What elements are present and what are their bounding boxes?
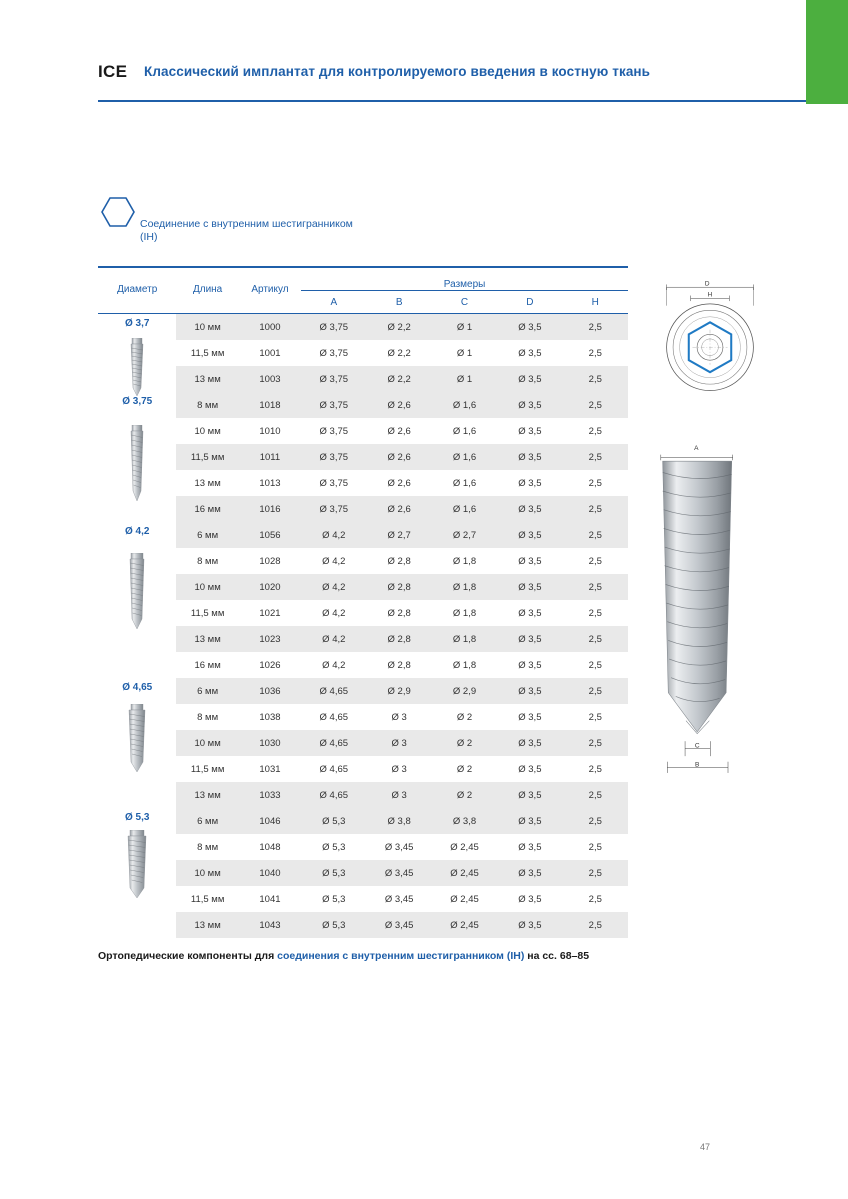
table-row — [98, 860, 628, 886]
cell-h: 2,5 — [563, 808, 628, 834]
table-body — [98, 314, 628, 939]
cell-c: Ø 1,6 — [452, 477, 477, 489]
cell-article: 1031 — [259, 763, 281, 775]
cell-c: Ø 1 — [432, 314, 497, 341]
cell-length: 10 мм — [176, 730, 238, 756]
table-row — [98, 470, 628, 496]
cell-b: Ø 3 — [391, 711, 407, 723]
cell-d: Ø 3,5 — [518, 477, 542, 489]
cell-length: 10 мм — [194, 425, 221, 437]
th-length: Длина — [192, 284, 223, 295]
top-view-diagram — [650, 278, 770, 398]
table-row — [98, 418, 628, 444]
cell-c: Ø 1,6 — [432, 392, 497, 418]
implant-image-3-7 — [120, 338, 154, 400]
cell-a: Ø 4,2 — [301, 574, 366, 600]
th-dim-b: B — [395, 296, 403, 308]
table-row — [98, 886, 628, 912]
cell-c: Ø 1,8 — [432, 626, 497, 652]
cell-article: 1003 — [239, 366, 301, 392]
cell-b: Ø 2,7 — [366, 522, 431, 548]
cell-h: 2,5 — [588, 347, 602, 359]
cell-b: Ø 2,6 — [366, 444, 431, 470]
cell-b: Ø 2,2 — [366, 366, 431, 392]
connection-label: Соединение с внутренним шестигранником (IH) — [140, 218, 353, 243]
cell-length: 11,5 мм — [190, 607, 225, 619]
cell-c: Ø 2 — [456, 711, 473, 723]
th-dimensions-group: Размеры — [301, 266, 628, 291]
table-row — [98, 340, 628, 366]
cell-article: 1020 — [239, 574, 301, 600]
cell-d: Ø 3,5 — [518, 841, 542, 853]
header-subtitle: Классический имплантат для контролируемого введения в костную ткань — [144, 64, 651, 79]
cell-c: Ø 1,6 — [432, 496, 497, 522]
cell-h: 2,5 — [563, 678, 628, 704]
cell-h: 2,5 — [588, 893, 602, 905]
label-a: A — [694, 445, 699, 452]
header-divider — [98, 100, 806, 102]
cell-d: Ø 3,5 — [497, 808, 562, 834]
cell-b: Ø 2,6 — [387, 425, 411, 437]
page-number: 47 — [700, 1142, 711, 1152]
table-row — [98, 600, 628, 626]
table-row — [98, 756, 628, 782]
cell-a: Ø 3,75 — [319, 347, 349, 359]
table-row — [98, 366, 628, 392]
brand-title: ICE — [98, 62, 128, 81]
cell-article: 1030 — [239, 730, 301, 756]
cell-article: 1011 — [239, 444, 301, 470]
cell-article: 1021 — [259, 607, 281, 619]
cell-length: 8 мм — [176, 392, 238, 418]
table-row — [98, 522, 628, 548]
cell-a: Ø 3,75 — [301, 444, 366, 470]
cell-article: 1033 — [239, 782, 301, 808]
cell-article: 1028 — [259, 555, 281, 567]
cell-h: 2,5 — [563, 626, 628, 652]
cell-a: Ø 3,75 — [301, 496, 366, 522]
cell-c: Ø 2 — [432, 782, 497, 808]
cell-h: 2,5 — [563, 366, 628, 392]
cell-c: Ø 1 — [456, 347, 473, 359]
page-header — [0, 0, 848, 104]
cell-length: 6 мм — [176, 522, 238, 548]
cell-article: 1023 — [239, 626, 301, 652]
cell-b: Ø 2,8 — [387, 555, 411, 567]
cell-article: 1041 — [259, 893, 281, 905]
cell-a: Ø 3,75 — [319, 477, 349, 489]
cell-a: Ø 3,75 — [301, 366, 366, 392]
cell-h: 2,5 — [563, 574, 628, 600]
cell-length: 13 мм — [176, 782, 238, 808]
cell-length: 10 мм — [176, 314, 238, 341]
cell-length: 10 мм — [176, 860, 238, 886]
implant-image-4-65 — [120, 704, 154, 776]
table-row — [98, 652, 628, 678]
cell-c: Ø 1,8 — [452, 659, 477, 671]
cell-a: Ø 3,75 — [319, 425, 349, 437]
cell-h: 2,5 — [563, 314, 628, 341]
cell-length: 11,5 мм — [190, 763, 225, 775]
footer-note — [98, 950, 589, 962]
cell-h: 2,5 — [563, 782, 628, 808]
cell-b: Ø 3,8 — [366, 808, 431, 834]
cell-article: 1026 — [259, 659, 281, 671]
table-head — [98, 266, 628, 314]
cell-d: Ø 3,5 — [497, 496, 562, 522]
cell-article: 1036 — [239, 678, 301, 704]
cell-a: Ø 5,3 — [301, 808, 366, 834]
cell-length: 11,5 мм — [190, 347, 225, 359]
implant-image-3-75 — [120, 425, 154, 505]
cell-length: 13 мм — [176, 366, 238, 392]
side-view-diagram — [644, 428, 784, 808]
table-row — [98, 392, 628, 418]
cell-h: 2,5 — [563, 860, 628, 886]
cell-length: 8 мм — [197, 555, 219, 567]
footer-link[interactable]: соединения с внутренним шестигранником (IH) — [277, 950, 525, 962]
cell-a: Ø 3,75 — [301, 314, 366, 341]
cell-a: Ø 4,65 — [301, 782, 366, 808]
cell-c: Ø 3,8 — [432, 808, 497, 834]
table-row — [98, 496, 628, 522]
cell-c: Ø 2,45 — [450, 841, 479, 853]
cell-article: 1048 — [259, 841, 281, 853]
cell-h: 2,5 — [588, 711, 602, 723]
cell-b: Ø 2,8 — [387, 659, 411, 671]
table-row — [98, 314, 628, 341]
cell-b: Ø 3,45 — [366, 912, 431, 938]
cell-c: Ø 2 — [456, 763, 473, 775]
diameter-label: Ø 3,75 — [98, 392, 176, 522]
cell-h: 2,5 — [563, 444, 628, 470]
cell-d: Ø 3,5 — [497, 626, 562, 652]
cell-b: Ø 3 — [391, 763, 407, 775]
cell-d: Ø 3,5 — [497, 392, 562, 418]
implant-image-4-2 — [120, 553, 154, 633]
cell-a: Ø 4,65 — [319, 763, 349, 775]
footer-text-after: на сс. 68–85 — [524, 950, 590, 962]
cell-h: 2,5 — [563, 496, 628, 522]
cell-d: Ø 3,5 — [518, 347, 542, 359]
spec-table-wrap — [98, 266, 628, 938]
cell-c: Ø 1,8 — [452, 555, 477, 567]
cell-b: Ø 3,45 — [366, 860, 431, 886]
cell-length: 13 мм — [194, 477, 221, 489]
cell-a: Ø 4,2 — [301, 522, 366, 548]
cell-d: Ø 3,5 — [497, 574, 562, 600]
table-head-row-1 — [98, 266, 628, 291]
label-c: C — [694, 742, 700, 750]
cell-length: 13 мм — [176, 912, 238, 938]
cell-a: Ø 4,65 — [301, 730, 366, 756]
cell-a: Ø 4,65 — [319, 711, 349, 723]
cell-h: 2,5 — [588, 763, 602, 775]
cell-h: 2,5 — [563, 392, 628, 418]
cell-a: Ø 3,75 — [301, 392, 366, 418]
cell-h: 2,5 — [588, 659, 602, 671]
label-d: D — [704, 280, 710, 288]
cell-d: Ø 3,5 — [497, 444, 562, 470]
cell-article: 1018 — [239, 392, 301, 418]
table-row — [98, 704, 628, 730]
table-row — [98, 626, 628, 652]
cell-d: Ø 3,5 — [518, 711, 542, 723]
implant-image-5-3 — [120, 830, 154, 902]
cell-a: Ø 4,2 — [301, 626, 366, 652]
cell-b: Ø 3,45 — [384, 893, 414, 905]
cell-d: Ø 3,5 — [518, 555, 542, 567]
table-row — [98, 782, 628, 808]
table-row — [98, 730, 628, 756]
th-diameter: Диаметр — [117, 284, 158, 295]
cell-d: Ø 3,5 — [518, 763, 542, 775]
cell-d: Ø 3,5 — [497, 782, 562, 808]
label-b: B — [695, 761, 700, 769]
th-dim-d: D — [526, 296, 534, 308]
cell-b: Ø 2,8 — [387, 607, 411, 619]
cell-length: 8 мм — [197, 711, 219, 723]
cell-length: 8 мм — [197, 841, 219, 853]
diameter-label: Ø 3,7 — [98, 314, 176, 393]
cell-b: Ø 2,6 — [366, 496, 431, 522]
cell-a: Ø 4,2 — [322, 607, 346, 619]
cell-h: 2,5 — [588, 425, 602, 437]
cell-c: Ø 1,6 — [432, 444, 497, 470]
cell-b: Ø 2,8 — [366, 574, 431, 600]
cell-c: Ø 1 — [432, 366, 497, 392]
cell-a: Ø 5,3 — [301, 912, 366, 938]
cell-d: Ø 3,5 — [518, 659, 542, 671]
th-dim-c: C — [460, 296, 469, 308]
diameter-label: Ø 4,65 — [98, 678, 176, 808]
cell-d: Ø 3,5 — [497, 678, 562, 704]
cell-d: Ø 3,5 — [497, 314, 562, 341]
cell-length: 16 мм — [194, 659, 221, 671]
table-row — [98, 678, 628, 704]
cell-length: 6 мм — [176, 678, 238, 704]
cell-b: Ø 2,8 — [366, 626, 431, 652]
cell-c: Ø 2,7 — [432, 522, 497, 548]
table-row — [98, 834, 628, 860]
diameter-label: Ø 5,3 — [98, 808, 176, 938]
cell-d: Ø 3,5 — [518, 425, 542, 437]
cell-b: Ø 2,6 — [387, 477, 411, 489]
table-row — [98, 912, 628, 938]
table-row — [98, 574, 628, 600]
diameter-label: Ø 4,2 — [98, 522, 176, 678]
cell-b: Ø 2,9 — [366, 678, 431, 704]
cell-d: Ø 3,5 — [497, 912, 562, 938]
cell-article: 1043 — [239, 912, 301, 938]
cell-c: Ø 2,45 — [432, 860, 497, 886]
cell-b: Ø 3 — [366, 782, 431, 808]
technical-diagrams — [640, 258, 820, 818]
cell-length: 16 мм — [176, 496, 238, 522]
cell-c: Ø 1,6 — [452, 425, 477, 437]
cell-length: 11,5 мм — [190, 893, 225, 905]
cell-c: Ø 2,45 — [432, 912, 497, 938]
cell-c: Ø 2 — [432, 730, 497, 756]
cell-length: 6 мм — [176, 808, 238, 834]
cell-a: Ø 5,3 — [301, 860, 366, 886]
cell-b: Ø 2,2 — [387, 347, 411, 359]
table-row — [98, 808, 628, 834]
spec-table — [98, 266, 628, 938]
cell-article: 1040 — [239, 860, 301, 886]
cell-d: Ø 3,5 — [497, 366, 562, 392]
cell-article: 1056 — [239, 522, 301, 548]
cell-a: Ø 4,2 — [322, 555, 346, 567]
cell-c: Ø 1,8 — [452, 607, 477, 619]
cell-d: Ø 3,5 — [518, 893, 542, 905]
header-green-block — [806, 0, 848, 104]
cell-b: Ø 2,6 — [366, 392, 431, 418]
cell-b: Ø 2,2 — [366, 314, 431, 341]
cell-article: 1038 — [259, 711, 281, 723]
cell-length: 13 мм — [176, 626, 238, 652]
cell-h: 2,5 — [588, 607, 602, 619]
cell-h: 2,5 — [588, 841, 602, 853]
cell-article: 1010 — [259, 425, 281, 437]
th-article: Артикул — [251, 284, 289, 295]
cell-h: 2,5 — [588, 477, 602, 489]
cell-article: 1013 — [259, 477, 281, 489]
cell-h: 2,5 — [563, 730, 628, 756]
cell-h: 2,5 — [563, 522, 628, 548]
cell-length: 10 мм — [176, 574, 238, 600]
cell-a: Ø 4,65 — [301, 678, 366, 704]
cell-d: Ø 3,5 — [497, 860, 562, 886]
cell-article: 1000 — [239, 314, 301, 341]
cell-a: Ø 4,2 — [322, 659, 346, 671]
table-row — [98, 548, 628, 574]
th-dim-a: A — [330, 296, 338, 308]
table-row — [98, 444, 628, 470]
cell-c: Ø 2,45 — [450, 893, 479, 905]
th-dim-h: H — [591, 296, 599, 308]
cell-b: Ø 3,45 — [384, 841, 414, 853]
cell-h: 2,5 — [563, 912, 628, 938]
footer-text-before: Ортопедические компоненты для — [98, 950, 278, 962]
label-h: H — [707, 291, 713, 299]
cell-c: Ø 1,8 — [432, 574, 497, 600]
hexagon-icon — [100, 196, 136, 233]
cell-d: Ø 3,5 — [518, 607, 542, 619]
cell-length: 11,5 мм — [176, 444, 238, 470]
cell-a: Ø 5,3 — [322, 893, 346, 905]
cell-d: Ø 3,5 — [497, 730, 562, 756]
cell-c: Ø 2,9 — [432, 678, 497, 704]
cell-article: 1046 — [239, 808, 301, 834]
cell-h: 2,5 — [588, 555, 602, 567]
cell-a: Ø 5,3 — [322, 841, 346, 853]
cell-article: 1016 — [239, 496, 301, 522]
cell-b: Ø 3 — [366, 730, 431, 756]
cell-article: 1001 — [259, 347, 281, 359]
cell-d: Ø 3,5 — [497, 522, 562, 548]
